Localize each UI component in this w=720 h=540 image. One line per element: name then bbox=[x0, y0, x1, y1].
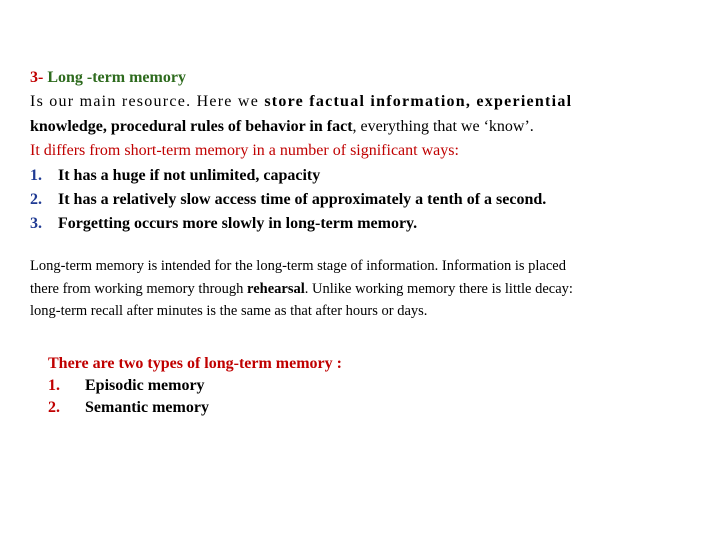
intro-line-1-plain: Is our main resource. Here we bbox=[30, 93, 265, 111]
paragraph-line-2-end: . Unlike working memory there is little decay: bbox=[304, 280, 573, 297]
paragraph-line-2-start: there from working memory through bbox=[30, 280, 248, 297]
type-text: Episodic memory bbox=[85, 377, 205, 394]
type-text: Semantic memory bbox=[85, 399, 209, 416]
heading-text: Long -term memory bbox=[47, 69, 186, 86]
intro-line-2-plain: , everything that we ‘know’. bbox=[352, 117, 534, 135]
long-term-memory-section bbox=[30, 66, 700, 237]
way-number: 1. bbox=[30, 166, 42, 184]
paragraph-line-1: Long-term memory is intended for the long-term stage of information. Information is placed bbox=[30, 258, 566, 274]
intro-line-2-bold: knowledge, procedural rules of behavior in fact bbox=[30, 117, 353, 135]
way-item bbox=[30, 212, 700, 236]
type-number: 2. bbox=[48, 399, 60, 416]
memory-types bbox=[48, 353, 548, 419]
section-heading bbox=[30, 66, 700, 90]
way-item bbox=[30, 188, 700, 212]
differs-statement: It differs from short-term memory in a number of significant ways: bbox=[30, 142, 459, 160]
way-text: It has a huge if not unlimited, capacity bbox=[58, 166, 321, 184]
type-item bbox=[48, 375, 548, 397]
type-number: 1. bbox=[48, 377, 60, 394]
intro-line-2 bbox=[30, 115, 700, 139]
way-number: 2. bbox=[30, 191, 42, 209]
types-title: There are two types of long-term memory : bbox=[48, 355, 342, 372]
way-number: 3. bbox=[30, 215, 42, 233]
way-text: Forgetting occurs more slowly in long-term memory. bbox=[58, 215, 418, 233]
way-text: It has a relatively slow access time of approximately a tenth of a second. bbox=[58, 191, 547, 209]
description-paragraph bbox=[30, 255, 695, 323]
heading-number: 3- bbox=[30, 69, 44, 86]
intro-line-1-bold: store factual information, experiential bbox=[264, 93, 573, 111]
paragraph-line-3: long-term recall after minutes is the same as that after hours or days. bbox=[30, 303, 428, 319]
intro-line-1 bbox=[30, 90, 700, 114]
way-item bbox=[30, 164, 700, 188]
paragraph-line-2 bbox=[30, 278, 695, 301]
rehearsal-term: rehearsal bbox=[247, 280, 305, 297]
type-item bbox=[48, 397, 548, 419]
